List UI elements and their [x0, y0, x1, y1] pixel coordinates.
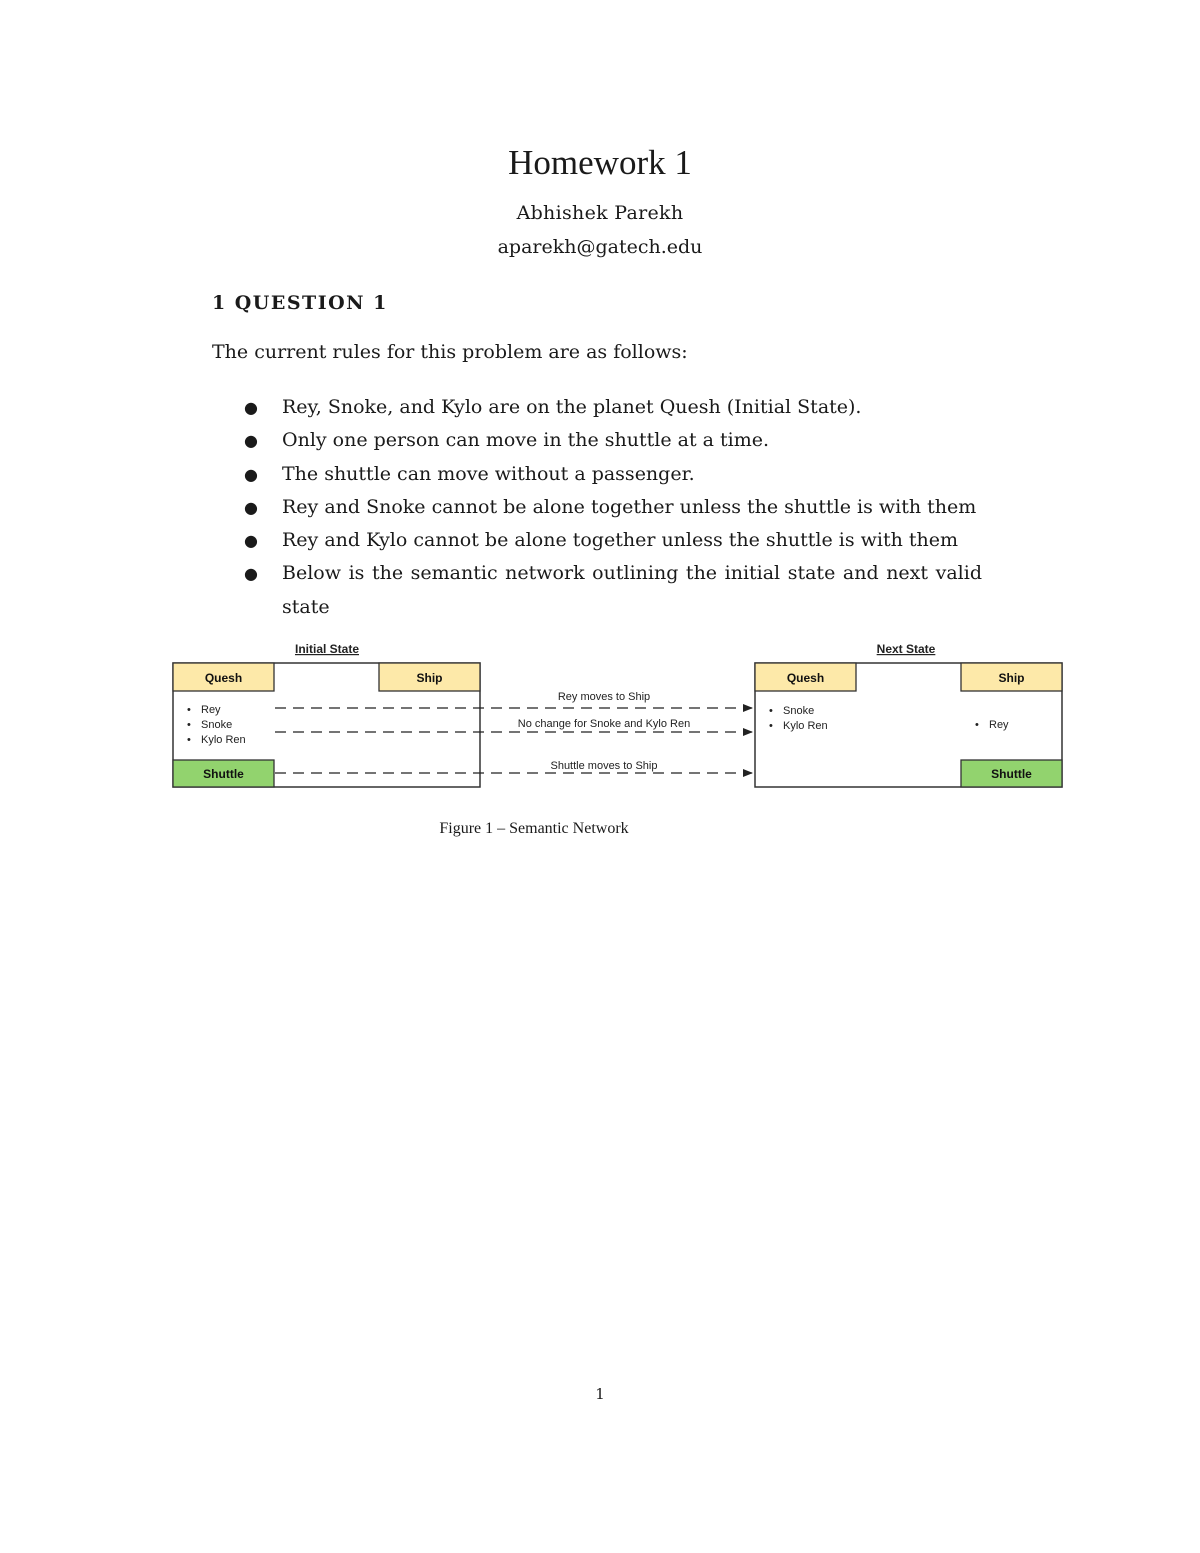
bullet-icon: ● [244, 564, 258, 584]
figure-caption: Figure 1 – Semantic Network [439, 820, 629, 837]
initial-quesh-item: Rey [201, 704, 221, 716]
author-name: Abhishek Parekh [516, 202, 684, 224]
initial-quesh-label: Quesh [204, 671, 243, 685]
bullet-icon: ● [244, 398, 258, 417]
bullet-icon: • [769, 705, 773, 717]
list-item: ● Rey and Snoke cannot be alone together unless the shuttle is with them [244, 491, 1004, 524]
next-state-title: Next State [876, 642, 936, 656]
next-quesh-item: Kylo Ren [783, 720, 828, 732]
initial-ship-label: Ship [416, 671, 443, 685]
section-number: 1 [212, 292, 227, 314]
next-quesh-item: Snoke [783, 705, 815, 717]
bullet-icon: • [187, 734, 191, 746]
list-item: ● Rey, Snoke, and Kylo are on the planet Quesh (Initial State). [244, 391, 1004, 424]
next-shuttle-label: Shuttle [991, 767, 1032, 781]
initial-quesh-item: Snoke [201, 719, 233, 731]
bullet-icon: ● [244, 464, 258, 484]
page-number: 1 [595, 1385, 605, 1403]
list-item: ● Rey and Kylo cannot be alone together unless the shuttle is with them [244, 524, 1004, 557]
next-quesh-label: Quesh [786, 671, 825, 685]
section-heading [212, 292, 388, 314]
next-ship-label: Ship [998, 671, 1025, 685]
next-ship-item: Rey [989, 719, 1009, 731]
bullet-icon: ● [244, 431, 258, 451]
transition-label: No change for Snoke and Kylo Ren [517, 718, 691, 730]
document-title: Homework 1 [508, 143, 692, 182]
list-item: ● The shuttle can move without a passenger. [244, 458, 1004, 491]
author-email: aparekh@gatech.edu [497, 236, 703, 258]
list-item: ● Below is the semantic network outlining the initial state and next valid state [244, 557, 1004, 624]
bullet-icon: ● [244, 497, 258, 517]
initial-shuttle-label: Shuttle [203, 767, 244, 781]
transition-label: Rey moves to Ship [557, 691, 651, 703]
bullet-icon: • [769, 720, 773, 732]
intro-paragraph: The current rules for this problem are as follows: [212, 341, 688, 363]
list-item: ● Only one person can move in the shuttle at a time. [244, 424, 1004, 457]
transition-label: Shuttle moves to Ship [550, 760, 658, 772]
initial-state-title: Initial State [294, 642, 360, 656]
bullet-icon: • [975, 719, 979, 731]
rules-list [244, 391, 1004, 624]
bullet-icon: • [187, 704, 191, 716]
initial-quesh-item: Kylo Ren [201, 734, 246, 746]
section-title: QUESTION 1 [234, 292, 388, 314]
bullet-icon: • [187, 719, 191, 731]
bullet-icon: ● [244, 531, 258, 551]
